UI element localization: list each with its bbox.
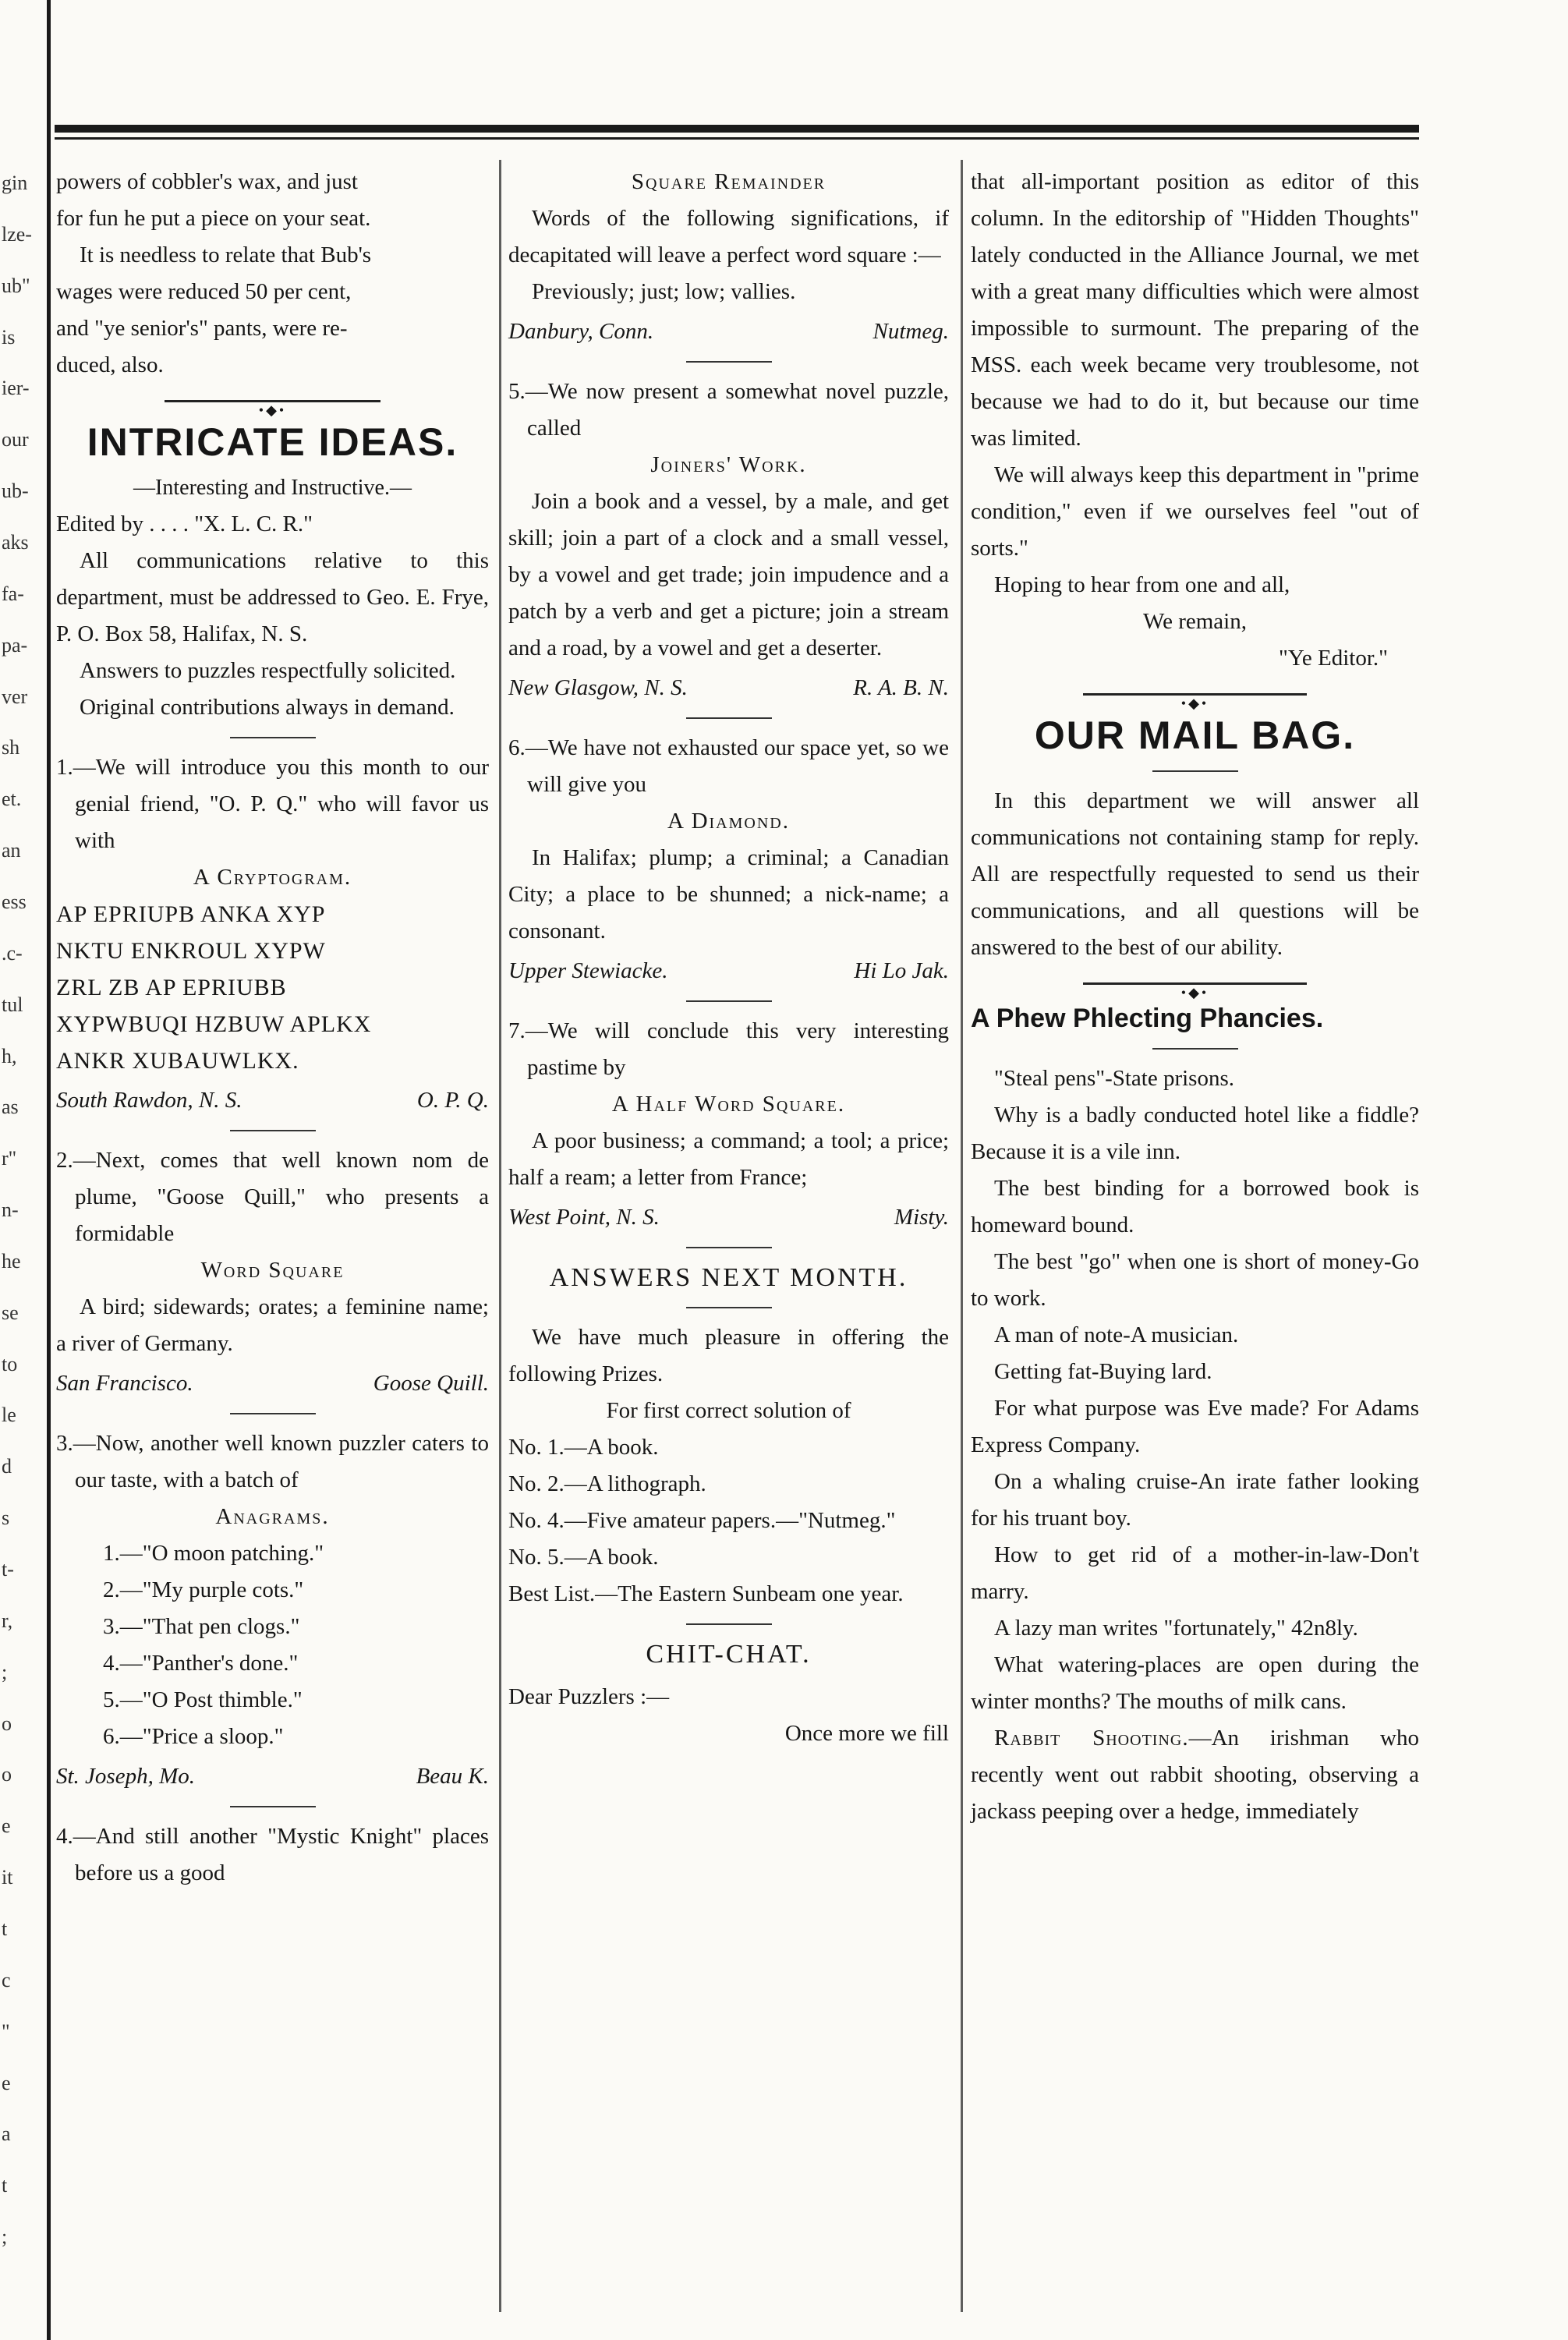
cipher-line: ANKR XUBAUWLKX.	[56, 1048, 299, 1074]
column-divider	[499, 160, 501, 2312]
intro-line: duced, also.	[56, 352, 164, 377]
margin-fragment: s	[2, 1506, 10, 1529]
puzzle-body: A poor business; a command; a tool; a price; half a ream; a letter from France;	[508, 1128, 949, 1190]
intro-line: and "ye senior's" pants, were re-	[56, 316, 348, 341]
margin-fragment: .c-	[2, 942, 23, 965]
cipher-line: ZRL ZB AP EPRIUBB	[56, 975, 287, 1000]
prize-item: No. 1.—A book.	[508, 1435, 659, 1460]
answers-heading: ANSWERS NEXT MONTH.	[549, 1263, 908, 1292]
puzzle-title: Word Square	[200, 1258, 345, 1283]
divider	[686, 361, 772, 363]
margin-fragment: he	[2, 1250, 21, 1273]
puzzle-signature	[56, 1758, 489, 1795]
anagram-item: 1.—"O moon patching."	[103, 1541, 324, 1566]
divider	[686, 717, 772, 719]
puzzle-body: In Halifax; plump; a criminal; a Canadian City; a place to be shunned; a nick-name; a consonant.	[508, 845, 949, 943]
section-ornament: •◆•	[971, 972, 1419, 994]
puzzle-title: A Half Word Square.	[611, 1092, 846, 1117]
margin-fragment: ier-	[2, 377, 30, 399]
phancy-item: The best "go" when one is short of money-Go to work.	[971, 1249, 1419, 1311]
puzzle-intro: 7.—We will conclude this very interesting pastime by	[508, 1018, 949, 1080]
puzzle-body: Join a book and a vessel, by a male, and get skill; join a part of a clock and a small vessel, by a vowel and get trade; join impudence and a patch by a verb and get a picture; join a stream and a road, by a vowel and get a deserter.	[508, 489, 949, 660]
phancies-heading: A Phew Phlecting Phancies.	[971, 1004, 1324, 1033]
signature-name: Misty.	[894, 1205, 949, 1230]
puzzle-title: Joiners' Work.	[650, 452, 807, 477]
signature-name: Hi Lo Jak.	[854, 958, 949, 983]
puzzle-signature	[56, 1082, 489, 1119]
signature-name: R. A. B. N.	[853, 675, 949, 700]
chit-chat-body: Hoping to hear from one and all,	[994, 572, 1290, 597]
intro-line: powers of cobbler's wax, and just	[56, 169, 358, 194]
column-2	[508, 164, 949, 1752]
margin-fragment: fa-	[2, 582, 24, 605]
margin-fragment: ess	[2, 890, 27, 913]
puzzle-signature	[508, 313, 949, 350]
margin-fragment: aks	[2, 531, 29, 554]
signature-name: Beau K.	[416, 1764, 489, 1789]
prizes-intro: We have much pleasure in offering the following Prizes.	[508, 1325, 949, 1386]
margin-fragment: e	[2, 1814, 11, 1837]
mail-bag-heading: OUR MAIL BAG.	[1034, 713, 1356, 757]
margin-fragment: as	[2, 1096, 19, 1118]
margin-fragment: c	[2, 1969, 11, 1991]
phancy-item: A lazy man writes "fortunately," 42n8ly.	[994, 1616, 1358, 1641]
margin-fragment: ver	[2, 685, 28, 708]
puzzle-intro: 3.—Now, another well known puzzler caters to our taste, with a batch of	[56, 1431, 489, 1492]
puzzle-intro: 2.—Next, comes that well known nom de plume, "Goose Quill," who presents a formidable	[56, 1148, 489, 1246]
anagram-item: 3.—"That pen clogs."	[103, 1614, 300, 1639]
chit-chat-body: that all-important position as editor of this column. In the editorship of "Hidden Thoughts" lately conducted in the Alliance Journal, we met with a great many difficulties which were almost impossible to surmount. The preparing of the MSS. each week became very troublesome, not because we had to do it, but because our time was limited.	[971, 169, 1419, 451]
puzzle-signature	[56, 1365, 489, 1402]
signature-name: Goose Quill.	[373, 1371, 489, 1396]
puzzle-intro: 6.—We have not exhausted our space yet, so we will give you	[508, 735, 949, 797]
divider	[230, 737, 316, 738]
notice: All communications relative to this department, must be addressed to Geo. E. Frye, P. O. Box 58, Halifax, N. S.	[56, 548, 489, 646]
margin-fragment: n-	[2, 1198, 19, 1221]
puzzle-body: A bird; sidewards; orates; a feminine name; a river of Germany.	[56, 1294, 489, 1356]
divider	[686, 1247, 772, 1248]
best-list: Best List.—The Eastern Sunbeam one year.	[508, 1581, 904, 1606]
section-ornament: •◆•	[56, 390, 489, 412]
puzzle-title: A Cryptogram.	[193, 865, 352, 890]
phancy-item: "Steal pens"-State prisons.	[994, 1066, 1234, 1091]
divider	[230, 1806, 316, 1807]
anagram-item: 6.—"Price a sloop."	[103, 1724, 284, 1749]
margin-fragment: t	[2, 1917, 8, 1940]
margin-fragment: gin	[2, 172, 28, 194]
phancy-item: Why is a badly conducted hotel like a fiddle? Because it is a vile inn.	[971, 1103, 1419, 1164]
prize-item: No. 2.—A lithograph.	[508, 1471, 706, 1496]
signature-place: West Point, N. S.	[508, 1205, 660, 1230]
column-divider	[961, 160, 963, 2312]
margin-fragment: et.	[2, 788, 22, 810]
cipher-line: XYPWBUQI HZBUW APLKX	[56, 1011, 372, 1037]
phancy-item: Getting fat-Buying lard.	[994, 1359, 1212, 1384]
margin-fragment: ub-	[2, 480, 29, 502]
margin-fragment: lze-	[2, 223, 32, 246]
margin-fragment: a	[2, 2122, 11, 2145]
divider	[230, 1130, 316, 1131]
salutation: Dear Puzzlers :—	[508, 1684, 670, 1709]
notice: Original contributions always in demand.	[80, 695, 455, 720]
phancy-item: A man of note-A musician.	[994, 1322, 1239, 1347]
divider	[686, 1000, 772, 1002]
section-heading: INTRICATE IDEAS.	[87, 420, 458, 464]
puzzle-signature	[508, 1199, 949, 1236]
margin-fragment: o	[2, 1712, 12, 1735]
puzzle-intro: 4.—And still another "Mystic Knight" places before us a good	[56, 1824, 489, 1885]
prize-item: No. 4.—Five amateur papers.—"Nutmeg."	[508, 1508, 896, 1533]
puzzle-body: Previously; just; low; vallies.	[532, 279, 796, 304]
margin-fragment: t	[2, 2174, 8, 2197]
signature-place: Upper Stewiacke.	[508, 958, 668, 983]
phancy-item: What watering-places are open during the winter months? The mouths of milk cans.	[971, 1652, 1419, 1714]
rabbit-shooting	[971, 1720, 1419, 1830]
column-3	[971, 164, 1419, 1830]
phancy-item: The best binding for a borrowed book is homeward bound.	[971, 1176, 1419, 1237]
section-subheading: —Interesting and Instructive.—	[133, 476, 412, 500]
intro-line: It is needless to relate that Bub's	[80, 242, 372, 267]
edited-by: Edited by . . . . "X. L. C. R."	[56, 512, 313, 536]
margin-fragment: d	[2, 1455, 12, 1478]
anagram-item: 4.—"Panther's done."	[103, 1651, 299, 1676]
divider	[1152, 1048, 1238, 1050]
cipher-line: NKTU ENKROUL XYPW	[56, 938, 326, 964]
phancy-item: How to get rid of a mother-in-law-Don't marry.	[971, 1542, 1419, 1604]
notice: Answers to puzzles respectfully solicited.	[80, 658, 456, 683]
divider	[230, 1413, 316, 1414]
intro-line: wages were reduced 50 per cent,	[56, 279, 352, 304]
puzzle-title: Square Remainder	[631, 169, 826, 194]
margin-fragment: "	[2, 2020, 10, 2043]
signature-place: San Francisco.	[56, 1371, 193, 1396]
margin-fragment: ;	[2, 2225, 8, 2248]
prize-item: No. 5.—A book.	[508, 1545, 659, 1570]
divider	[1152, 770, 1238, 772]
margin-fragment: to	[2, 1353, 18, 1375]
signature-place: Danbury, Conn.	[508, 319, 654, 344]
anagram-item: 2.—"My purple cots."	[103, 1577, 304, 1602]
signature-name: O. P. Q.	[416, 1088, 489, 1113]
chit-chat-start: Once more we fill	[784, 1721, 949, 1746]
page-edge-line	[47, 0, 51, 2340]
prizes-sub: For first correct solution of	[606, 1398, 851, 1423]
top-rule	[55, 125, 1419, 133]
margin-fragment: t-	[2, 1558, 14, 1581]
signature-place: St. Joseph, Mo.	[56, 1764, 195, 1789]
signature-place: New Glasgow, N. S.	[508, 675, 688, 700]
margin-fragment: se	[2, 1301, 19, 1324]
phancy-item: For what purpose was Eve made? For Adams Express Company.	[971, 1396, 1419, 1457]
margin-fragment: o	[2, 1763, 12, 1786]
puzzle-signature	[508, 953, 949, 989]
cipher-line: AP EPRIUPB ANKA XYP	[56, 901, 326, 927]
mail-bag-body: In this department we will answer all communications not containing stamp for reply. All are respectfully requested to send us their communications, and all questions will be answered to the best of our ability.	[971, 788, 1419, 960]
puzzle-title: Anagrams.	[215, 1504, 330, 1529]
margin-fragment: r,	[2, 1609, 13, 1632]
rabbit-title: Rabbit Shooting.	[994, 1726, 1189, 1751]
rabbit-body: —An irishman who recently went out rabbit shooting, observing a jackass peeping over a hedge, immediately	[971, 1726, 1419, 1824]
signature-name: Nutmeg.	[872, 319, 949, 344]
puzzle-intro: 5.—We now present a somewhat novel puzzle, called	[508, 379, 949, 441]
intro-line: for fun he put a piece on your seat.	[56, 206, 371, 231]
puzzle-title: A Diamond.	[667, 809, 790, 834]
phancy-item: On a whaling cruise-An irate father looking for his truant boy.	[971, 1469, 1419, 1531]
margin-fragment: h,	[2, 1045, 17, 1067]
adjacent-page-margin	[0, 156, 45, 2308]
puzzle-body: Words of the following significations, if decapitated will leave a perfect word square :—	[508, 206, 949, 267]
top-rule-thin	[55, 137, 1419, 140]
margin-fragment: ;	[2, 1661, 8, 1683]
divider	[686, 1307, 772, 1308]
margin-fragment: r"	[2, 1147, 17, 1170]
margin-fragment: le	[2, 1404, 16, 1426]
margin-fragment: tul	[2, 993, 23, 1016]
anagram-item: 5.—"O Post thimble."	[103, 1687, 303, 1712]
margin-fragment: pa-	[2, 634, 28, 657]
puzzle-signature	[508, 670, 949, 706]
column-1	[56, 164, 489, 1892]
margin-fragment: sh	[2, 736, 20, 759]
chit-chat-heading: CHIT-CHAT.	[646, 1640, 812, 1669]
margin-fragment: our	[2, 428, 29, 451]
section-ornament: •◆•	[971, 683, 1419, 705]
margin-fragment: ub"	[2, 274, 30, 297]
signature-place: South Rawdon, N. S.	[56, 1088, 242, 1113]
divider	[686, 1623, 772, 1625]
editor-signature: "Ye Editor."	[1279, 646, 1388, 671]
margin-fragment: is	[2, 326, 16, 349]
chit-chat-body: We will always keep this department in "prime condition," even if we ourselves feel "out of sorts."	[971, 462, 1419, 561]
margin-fragment: e	[2, 2072, 11, 2094]
margin-fragment: an	[2, 839, 21, 862]
puzzle-intro: 1.—We will introduce you this month to our genial friend, "O. P. Q." who will favor us with	[56, 755, 489, 853]
margin-fragment: it	[2, 1866, 13, 1889]
closing: We remain,	[1143, 609, 1247, 634]
